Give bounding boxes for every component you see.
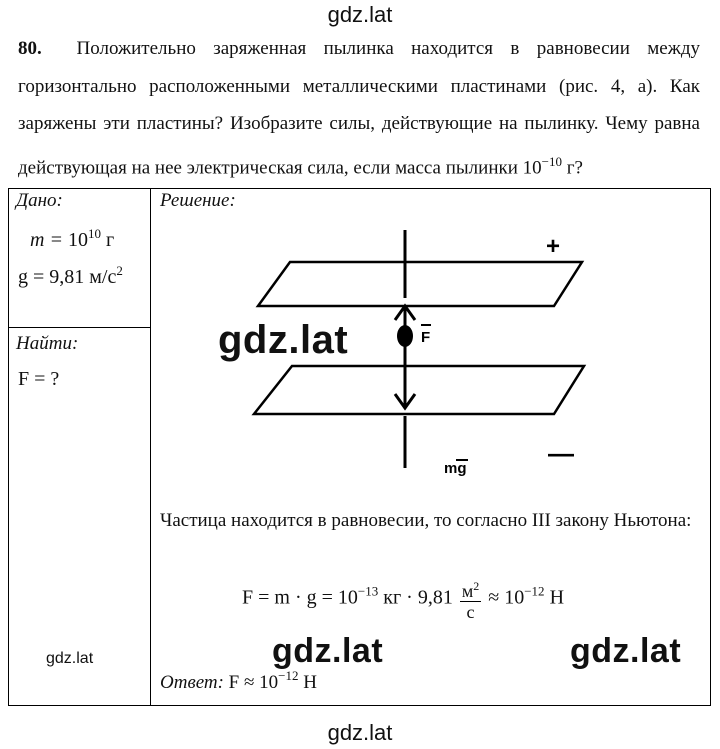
answer-line	[160, 668, 317, 694]
given-gravity-text: g = 9,81 м/с	[18, 266, 117, 288]
formula-unit: Н	[544, 586, 565, 609]
frac-top: м	[461, 581, 474, 601]
solution-formula	[242, 576, 564, 622]
find-label: Найти:	[16, 333, 79, 354]
problem-text: Положительно заряженная пылинка находится в равновесии между горизонтально расположенными металлическими пластинами (рис. 4, а). Как заряжены эти пластины? Изобразите силы, действующие на пылинку. Чему равна действующая на нее электрическая сила, если масса пылинки	[18, 38, 701, 178]
formula-fraction	[460, 576, 481, 622]
watermark-big-mid: gdz.lat	[272, 632, 384, 670]
frac-bottom: с	[466, 602, 475, 622]
given-mass-exp: 10	[87, 226, 101, 241]
given-mass	[30, 226, 114, 252]
problem-statement	[18, 30, 700, 186]
answer-label: Ответ:	[160, 672, 224, 693]
given-gravity	[18, 263, 123, 289]
watermark-top: gdz.lat	[327, 2, 393, 27]
watermark-big-right: gdz.lat	[570, 632, 682, 670]
given-gravity-exp: 2	[116, 263, 123, 278]
dust-particle	[397, 325, 413, 347]
given-label: Дано:	[16, 190, 63, 211]
problem-mass-unit: г?	[562, 156, 583, 178]
formula-exp2: −12	[524, 583, 545, 599]
formula-exp1: −13	[357, 583, 379, 599]
plus-sign: +	[546, 233, 561, 260]
top-plate	[258, 262, 582, 306]
solution-explanation: Частица находится в равновесии, то согласно III закону Ньютона:	[160, 510, 692, 531]
gravity-label: mg	[444, 460, 467, 477]
answer-unit: Н	[298, 672, 317, 693]
given-mass-lhs: m =	[30, 229, 68, 251]
answer-lhs: F ≈ 10	[223, 672, 279, 693]
problem-mass-base: 10	[522, 156, 542, 178]
problem-number: 80.	[18, 38, 42, 59]
watermark-bottom: gdz.lat	[327, 720, 393, 745]
watermark-small: gdz.lat	[46, 650, 94, 667]
watermark-big-center: gdz.lat	[218, 318, 349, 362]
frac-top-exp: 2	[473, 579, 480, 593]
table-divider-horizontal	[8, 327, 151, 328]
answer-exp: −12	[278, 668, 299, 683]
solution-label: Решение:	[160, 190, 236, 211]
formula-right: ≈ 10	[483, 586, 525, 609]
formula-mid: кг · 9,81	[378, 586, 458, 609]
problem-mass-exp: −10	[541, 153, 562, 169]
minus-sign: —	[548, 438, 574, 468]
given-mass-base: 10	[67, 229, 88, 251]
formula-left: F = m · g = 10	[242, 586, 358, 609]
find-force: F = ?	[18, 368, 60, 390]
force-label: F	[421, 329, 431, 346]
bottom-plate	[254, 366, 584, 414]
given-mass-unit: г	[100, 229, 115, 251]
